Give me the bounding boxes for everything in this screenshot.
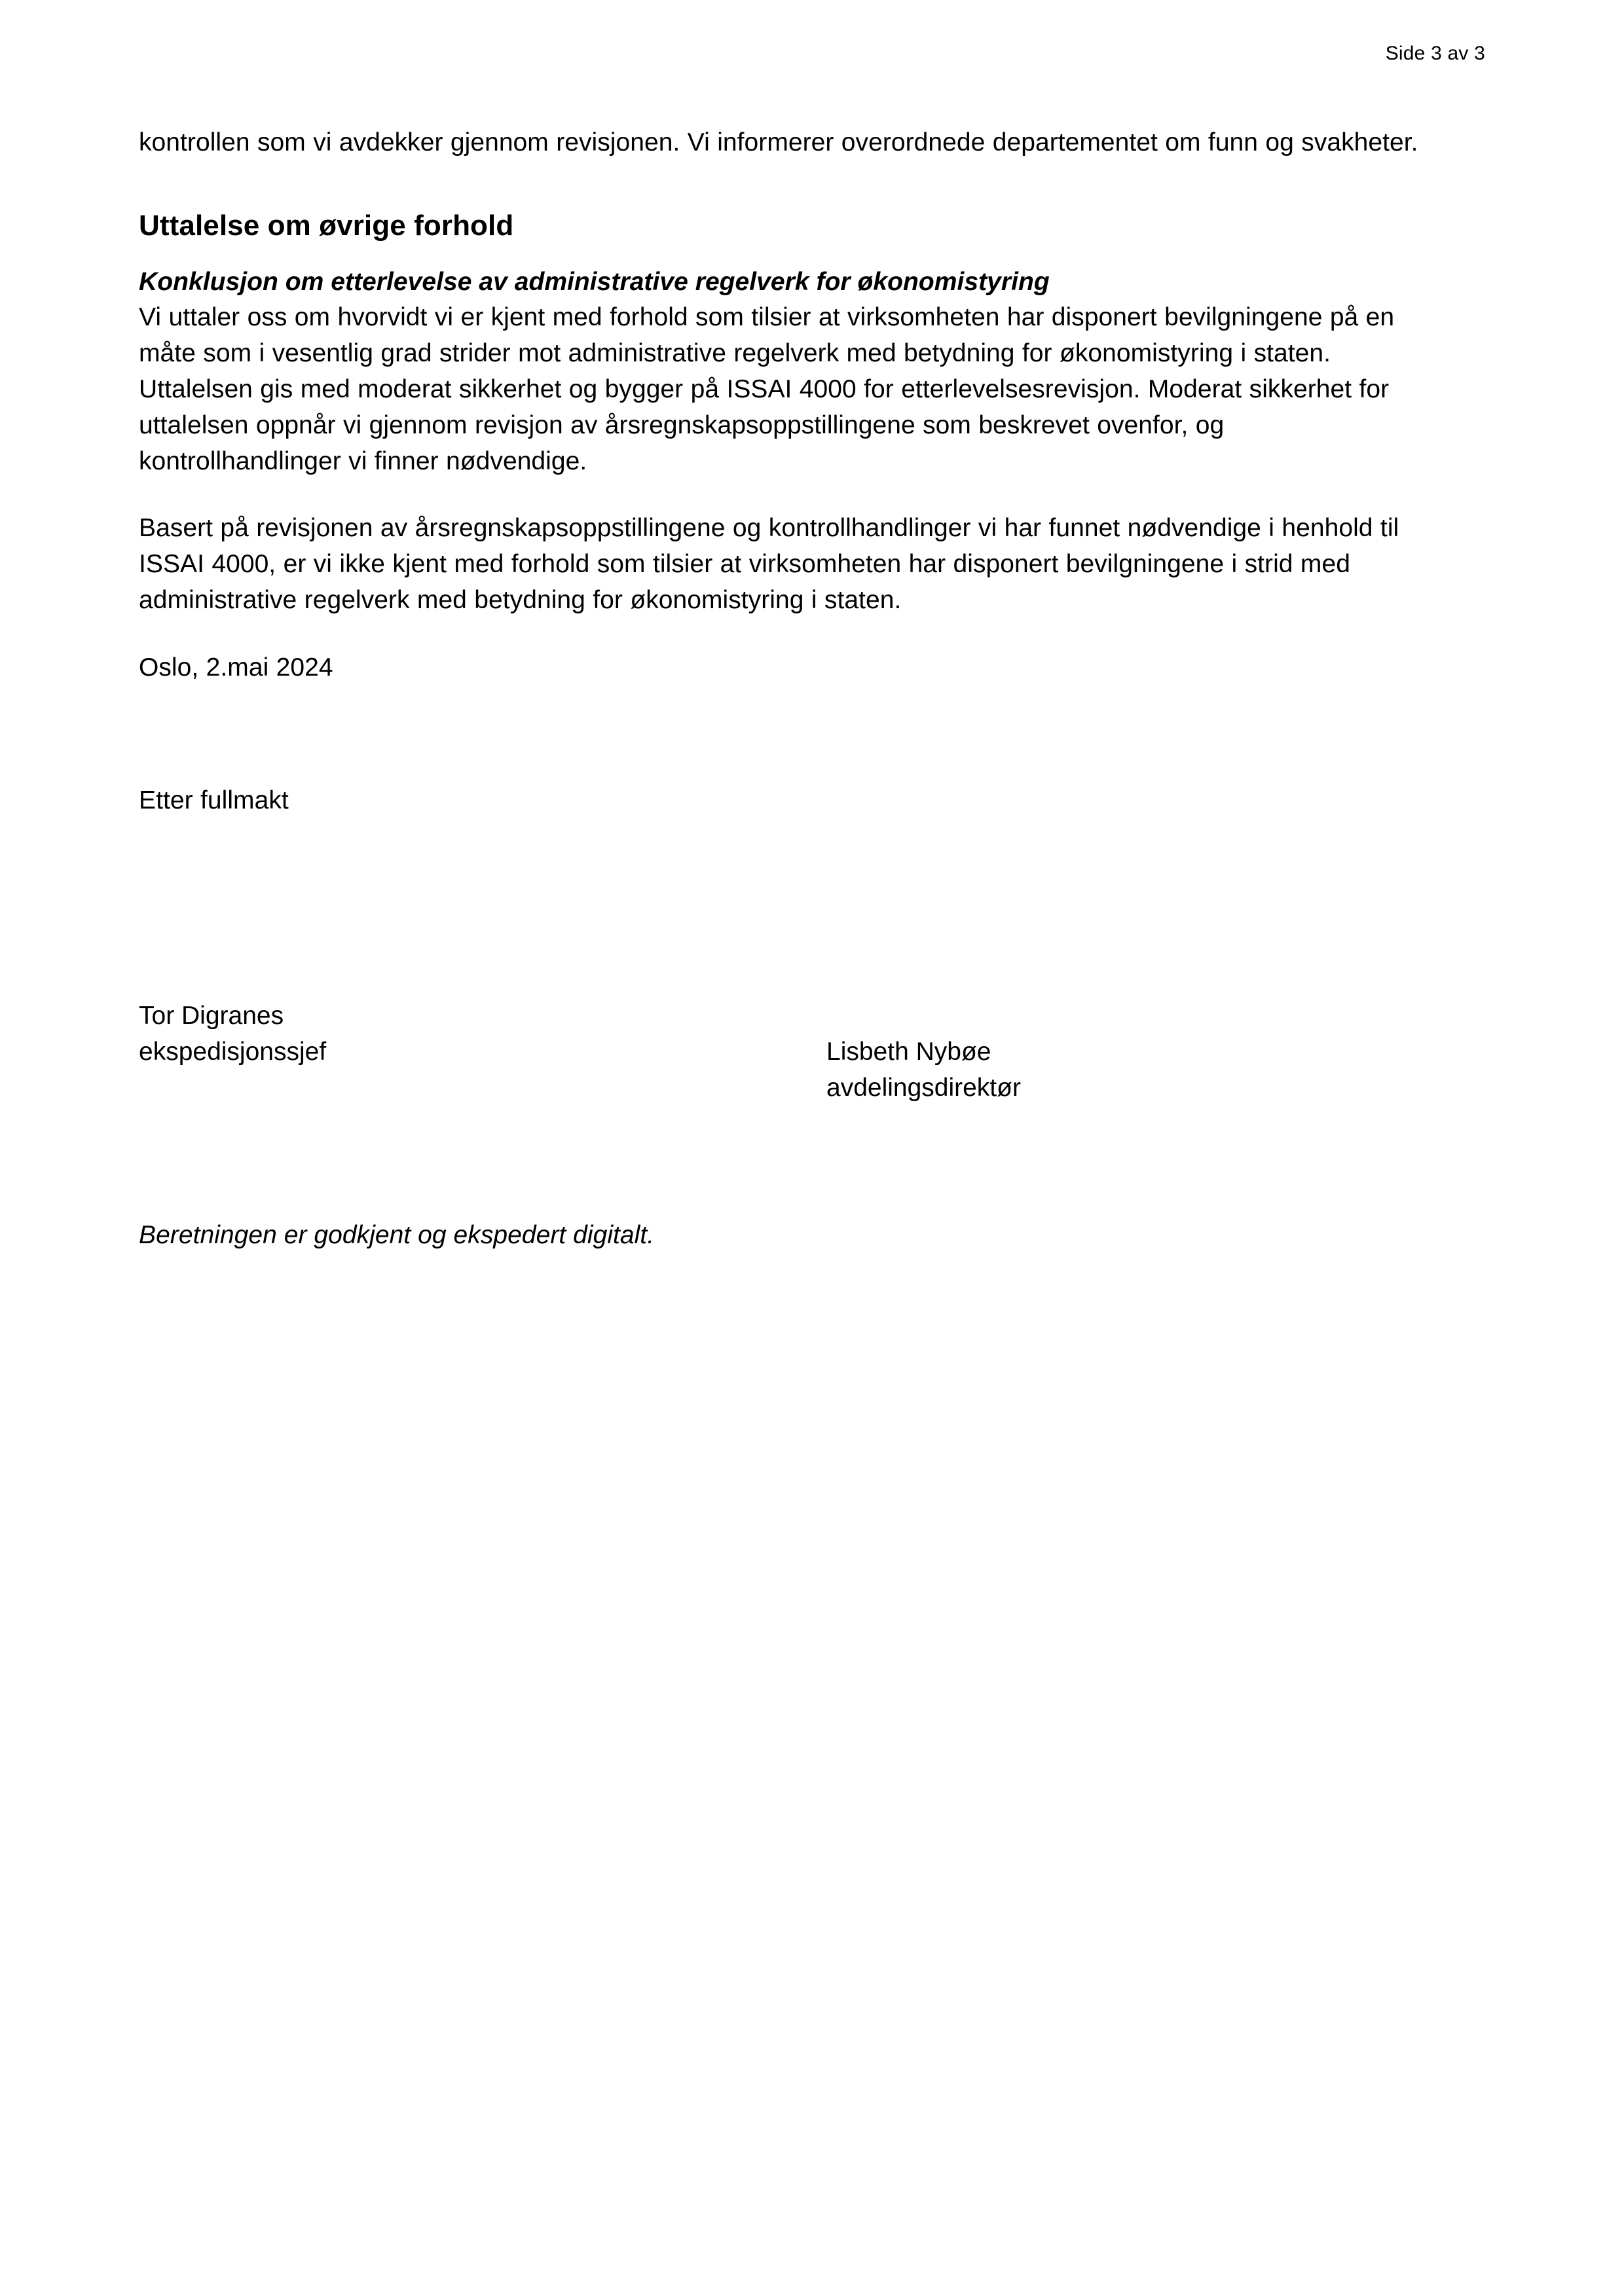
paragraph-conclusion-result: Basert på revisjonen av årsregnskapsoppstillingene og kontrollhandlinger vi har funnet nødvendige i henhold til ISSAI 4000, er vi ikke kjent med forhold som tilsier at virksomheten har disponert bevilgningene i strid med administrative regelverk med betydning for økonomistyring i staten. [139,514,1399,614]
section-heading: Uttalelse om øvrige forhold [139,210,514,242]
spacer-before-authority-note [139,685,1422,782]
spacer-before-date [139,618,1422,649]
signatory-primary-name-cell [139,998,826,1034]
signatory-primary-title-cell [139,1034,826,1070]
spacer-before-digital-note [139,1106,1422,1217]
signature-block [139,998,1422,1106]
page-number: Side 3 av 3 [1385,43,1485,64]
document-body [139,124,1422,1253]
digital-approval-note: Beretningen er godkjent og ekspedert digitalt. [139,1221,655,1249]
signatory-secondary-name-cell [826,1034,1422,1070]
paragraph-conclusion-intro: Vi uttaler oss om hvorvidt vi er kjent med forhold som tilsier at virksomheten har disponert bevilgningene på en måte som i vesentlig grad strider mot administrative regelverk med betydning for økonomistyring i staten. Uttalelsen gis med moderat sikkerhet og bygger på ISSAI 4000 for etterlevelsesrevisjon. Moderat sikkerhet for uttalelsen oppnår vi gjennom revisjon av årsregnskapsoppstillingene som beskrevet ovenfor, og kontrollhandlinger vi finner nødvendige. [139,303,1395,475]
signatory-secondary-title: avdelingsdirektør [826,1074,1021,1102]
spacer-signature-area [139,818,1422,998]
signatory-primary-title: ekspedisjonssjef [139,1038,327,1066]
spacer-before-heading [139,160,1422,208]
place-and-date: Oslo, 2.mai 2024 [139,653,333,682]
page-header [139,41,1485,67]
signature-row-title-and-secondary-name [139,1034,1422,1070]
spacer-between-paragraphs [139,479,1422,510]
signatory-primary-name: Tor Digranes [139,1002,284,1030]
spacer-before-subheading [139,244,1422,265]
signature-row-secondary-title [139,1070,1422,1106]
signatory-secondary-name: Lisbeth Nybøe [826,1038,991,1066]
signature-row-names [139,998,1422,1034]
authority-note: Etter fullmakt [139,786,289,814]
signatory-secondary-title-cell [826,1070,1422,1106]
paragraph-continuation: kontrollen som vi avdekker gjennom revisjonen. Vi informerer overordnede departementet om funn og svakheter. [139,128,1418,156]
subsection-heading: Konklusjon om etterlevelse av administrative regelverk for økonomistyring [139,268,1050,296]
